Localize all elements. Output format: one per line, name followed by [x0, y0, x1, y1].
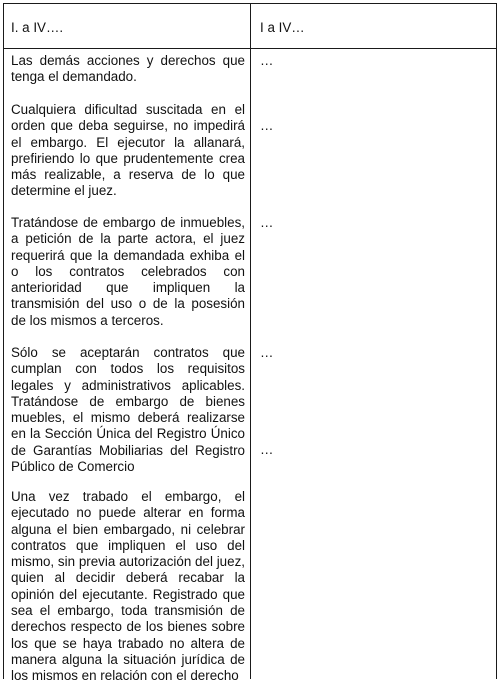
left-paragraph-1: Las demás acciones y derechos que tenga el demandado. — [11, 53, 245, 85]
right-ellipsis-2: … — [260, 118, 274, 133]
header-row-divider — [4, 48, 496, 49]
left-paragraph-4: Sólo se aceptarán contratos que cumplan con todos los requisitos legales y administrativos aplicables. Tratándose de embargo de bienes muebles, el mismo deberá realizarse en la Sección Única del Registro Único de Garantías Mobiliarias del Registro Público de Comercio — [11, 345, 245, 475]
column-divider — [250, 4, 251, 679]
left-paragraph-5: Una vez trabado el embargo, el ejecutado no puede alterar en forma alguna el bien embargado, ni celebrar contratos que impliquen el uso del mismo, sin previa autorización del juez, quien al decidir deberá recabar la opinión del ejecutante. Registrado que sea el embargo, toda transmisión de derechos respecto de los bienes sobre los que se haya trabado no altera de manera alguna la situación jurídica de los mismos en relación con el derecho — [11, 489, 245, 684]
comparison-table — [3, 3, 497, 684]
right-ellipsis-4: … — [260, 345, 274, 360]
right-ellipsis-1: … — [260, 53, 274, 68]
header-right-cell: I a IV… — [260, 20, 305, 35]
left-paragraph-2: Cualquiera dificultad suscitada en el orden que deba seguirse, no impedirá el embargo. El ejecutor la allanará, prefiriendo lo que prudentemente crea más realizable, a reserva de lo que determine el juez. — [11, 102, 245, 199]
header-left-cell: I. a IV…. — [11, 20, 64, 35]
left-paragraph-3: Tratándose de embargo de inmuebles, a petición de la parte actora, el juez requerirá que la demandada exhiba el o los contratos celebrados con anterioridad que impliquen la transmisión del uso o de la posesión de los mismos a terceros. — [11, 215, 245, 328]
right-ellipsis-3: … — [260, 215, 274, 230]
right-ellipsis-5: … — [260, 442, 274, 457]
